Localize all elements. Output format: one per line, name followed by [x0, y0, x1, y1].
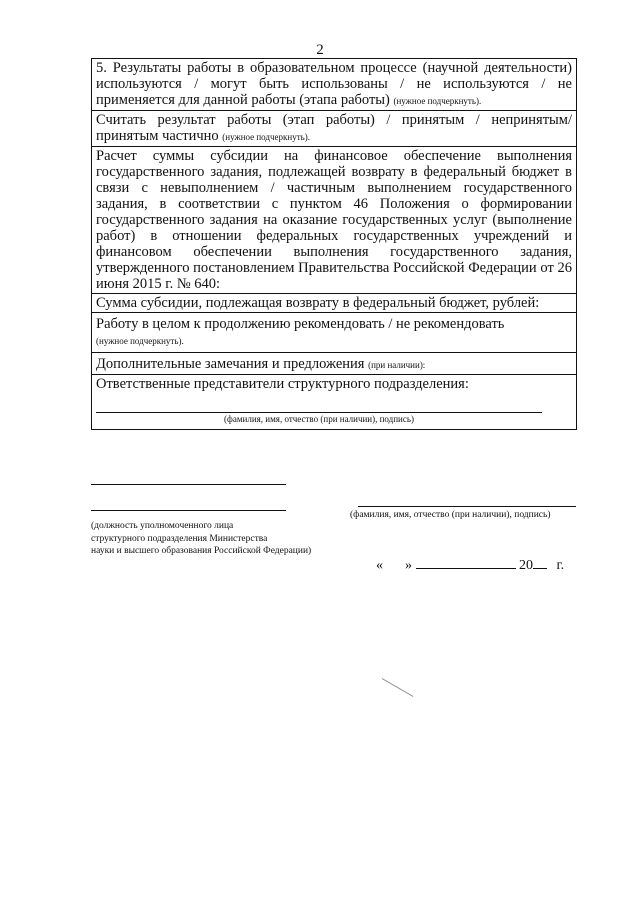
subsidy-sum-text: Сумма субсидии, подлежащая возврату в федеральный бюджет, рублей:	[96, 295, 540, 311]
acceptance-text: Считать результат работы (этап работы) / принятым / непринятым/ принятым частично	[96, 112, 572, 144]
position-line-1	[91, 484, 286, 485]
representatives-signature-caption: (фамилия, имя, отчество (при наличии), подпись)	[224, 414, 414, 424]
pen-mark	[382, 678, 414, 697]
position-caption-line-3: науки и высшего образования Российской Федерации)	[91, 546, 312, 556]
date-year-blank	[533, 568, 547, 569]
date-open-quote: «	[376, 558, 383, 573]
row-acceptance	[92, 111, 576, 147]
date-year-prefix: 20	[519, 558, 533, 573]
additional-remarks-note: (при наличии):	[368, 360, 426, 370]
row-results-usage	[92, 59, 576, 111]
representatives-signature-line	[96, 392, 542, 413]
form-table	[91, 58, 577, 430]
additional-remarks-text: Дополнительные замечания и предложения	[96, 356, 365, 372]
date-year-suffix: г.	[556, 558, 565, 573]
signature-caption: (фамилия, имя, отчество (при наличии), подпись)	[350, 510, 551, 520]
row-representatives	[92, 375, 576, 429]
position-caption-line-1: (должность уполномоченного лица	[91, 521, 234, 531]
recommendation-note: (нужное подчеркнуть).	[96, 336, 184, 346]
row-additional-remarks	[92, 353, 576, 375]
date-close-quote: »	[405, 558, 412, 573]
date-month-blank	[416, 568, 516, 569]
signature-line	[358, 506, 576, 507]
representatives-text: Ответственные представители структурного подразделения:	[96, 376, 469, 392]
row-subsidy-sum	[92, 294, 576, 313]
row-subsidy-calculation	[92, 147, 576, 294]
subsidy-calculation-text: Расчет суммы субсидии на финансовое обеспечение выполнения государственного задания, подлежащей возврату в федеральный бюджет в связи с невыполнением / частичным выполнением государственного задания, в соответствии с пунктом 46 Положения о формировании государственного задания на оказание государственных услуг (выполнение работ) в отношении федеральных государственных учреждений и финансовом обеспечении выполнения государственного задания, утвержденного постановлением Правительства Российской Федерации от 26 июня 2015 г. № 640:	[96, 148, 572, 292]
recommendation-text: Работу в целом к продолжению рекомендовать / не рекомендовать	[96, 316, 505, 332]
position-line-2	[91, 510, 286, 511]
row-recommendation	[92, 313, 576, 353]
page-number: 2	[316, 42, 324, 58]
results-usage-note: (нужное подчеркнуть).	[393, 96, 482, 106]
date-line	[376, 558, 564, 574]
position-caption	[91, 520, 311, 558]
results-usage-text: 5. Результаты работы в образовательном процессе (научной деятельности) используются / могут быть использованы / не используются / не применяется для данной работы (этапа работы)	[96, 60, 572, 108]
acceptance-note: (нужное подчеркнуть).	[222, 132, 310, 142]
position-caption-line-2: структурного подразделения Министерства	[91, 533, 268, 544]
